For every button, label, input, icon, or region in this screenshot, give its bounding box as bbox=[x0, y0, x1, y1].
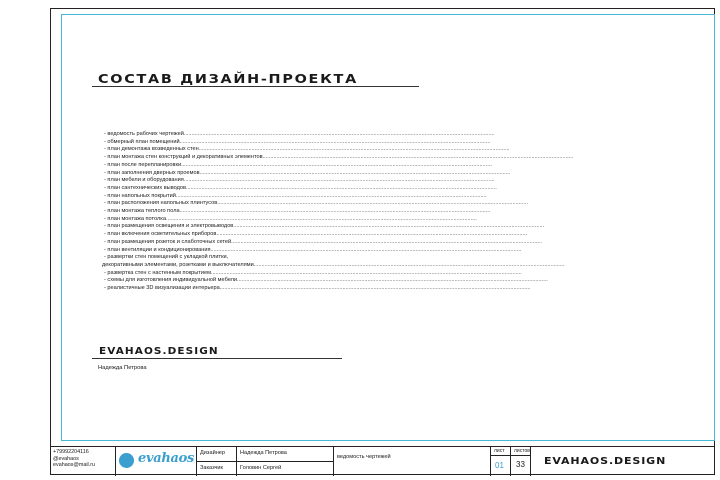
contents-item bbox=[104, 131, 495, 139]
contents-item-text: - план размещения розеток и слаботочных сетей bbox=[104, 238, 232, 245]
contents-item-text: - план сантехнических выводов bbox=[104, 184, 186, 191]
contents-item-text: декоративными элементами, розетками и выключателями bbox=[102, 261, 254, 268]
contents-item bbox=[104, 215, 477, 224]
divider bbox=[510, 447, 511, 476]
contents-item-text: - развертка стен с настенным покрытием bbox=[104, 269, 211, 276]
leader-dots: ........................................................................................................................................................................................................ bbox=[231, 238, 542, 245]
contents-item bbox=[104, 238, 542, 247]
leader-dots: ........................................................................................................................................................................................................ bbox=[179, 208, 491, 215]
divider bbox=[530, 447, 531, 476]
designer-name-cell: Надежда Петрова bbox=[240, 450, 287, 456]
contents-item bbox=[104, 277, 548, 285]
page-title: СОСТАВ ДИЗАЙН-ПРОЕКТА bbox=[98, 71, 358, 86]
title-block bbox=[50, 446, 715, 476]
leader-dots: ........................................................................................................................................................................................................ bbox=[216, 231, 528, 238]
sheets-label: листов bbox=[514, 448, 530, 454]
contents-item-text: - план напольных покрытий bbox=[104, 192, 176, 199]
contents-item-text: - план демонтажа возведенных стен bbox=[104, 146, 199, 153]
phone-text: +79992204116 bbox=[53, 449, 89, 455]
contents-item bbox=[104, 223, 545, 231]
contents-item-text: - план вентиляции и кондиционирования bbox=[104, 246, 211, 253]
contents-item bbox=[104, 200, 529, 208]
brand-underline bbox=[92, 358, 342, 359]
leader-dots: ........................................................................................................................................................................................................ bbox=[179, 138, 491, 145]
contents-item-text: - развертки стен помещений с укладкой плитки, bbox=[104, 254, 229, 261]
contents-item-text: - план монтажа потолка bbox=[104, 215, 166, 222]
sheet-label: лист bbox=[494, 448, 505, 454]
contents-item bbox=[104, 254, 359, 262]
contents-item bbox=[104, 208, 491, 216]
leader-dots: ........................................................................................................................................................................................................ bbox=[210, 246, 522, 253]
leader-dots: ........................................................................................................................................................................................................ bbox=[262, 154, 574, 161]
client-name-cell: Головин Сергей bbox=[240, 465, 282, 471]
leader-dots: ........................................................................................................................................................................................................ bbox=[253, 261, 565, 268]
instagram-text: @evahaos bbox=[53, 455, 79, 462]
contents-item bbox=[104, 285, 531, 293]
contents-item bbox=[104, 146, 510, 154]
leader-dots: ........................................................................................................................................................................................................ bbox=[217, 200, 529, 207]
contents-item-text: - план монтажа стен конструкций и декоративных элементов bbox=[104, 154, 263, 161]
contents-item bbox=[104, 169, 511, 178]
logo-text: evahaos bbox=[138, 451, 195, 466]
contents-item-text: - ведомость рабочих чертежей bbox=[104, 131, 184, 137]
contents-item bbox=[102, 261, 565, 270]
leader-dots: ........................................................................................................................................................................................................ bbox=[185, 184, 497, 191]
contacts bbox=[53, 449, 95, 469]
contents-item-text: - схемы для изготовления индивидуальной мебели bbox=[104, 277, 238, 284]
divider bbox=[115, 447, 116, 476]
leader-dots: ........................................................................................................................................................................................................ bbox=[183, 131, 495, 137]
contents-item bbox=[104, 154, 574, 162]
divider bbox=[196, 461, 333, 462]
contents-item-text: - обмерный план помещений bbox=[104, 138, 180, 145]
sheet-total: 33 bbox=[516, 460, 525, 469]
contents-list bbox=[102, 131, 574, 293]
contents-item-text: - план расположения напольных плинтусов bbox=[104, 200, 218, 207]
title-underline bbox=[92, 86, 419, 87]
contents-item bbox=[104, 192, 487, 201]
leader-dots: ........................................................................................................................................................................................................ bbox=[183, 177, 495, 184]
contents-item bbox=[104, 177, 495, 185]
leader-dots: ........................................................................................................................................................................................................ bbox=[175, 192, 487, 199]
logo-icon bbox=[119, 453, 134, 468]
leader-dots: ........................................................................................................................................................................................................ bbox=[165, 215, 477, 222]
divider bbox=[490, 447, 491, 476]
contents-item-text: - план заполнения дверных проемов bbox=[104, 169, 200, 176]
email-text: evahaos@mail.ru bbox=[53, 462, 96, 469]
contents-item-text: - реалистичные 3D визуализации интерьера bbox=[104, 285, 220, 292]
leader-dots: ........................................................................................................................................................................................................ bbox=[210, 269, 522, 276]
contents-item-text: - план включения осветительных приборов bbox=[104, 231, 217, 238]
sheet-number: 01 bbox=[495, 461, 504, 470]
contents-item bbox=[104, 184, 497, 193]
contents-item-text: - план после перепланировки bbox=[104, 161, 182, 168]
leader-dots: ........................................................................................................................................................................................................ bbox=[237, 277, 548, 284]
contents-item bbox=[104, 138, 491, 147]
designer-role-label: Дизайнер bbox=[200, 450, 226, 456]
divider bbox=[333, 447, 334, 476]
leader-dots: ........................................................................................................................................................................................................ bbox=[233, 223, 545, 230]
leader-dots: ........................................................................................................................................................................................................ bbox=[219, 285, 531, 292]
contents-item bbox=[104, 161, 492, 170]
contents-item-text: - план монтажа теплого пола bbox=[104, 208, 180, 215]
brand-title: EVAHAOS.DESIGN bbox=[99, 346, 219, 357]
contents-item bbox=[104, 231, 528, 239]
sheet-title: ведомость чертежей bbox=[337, 454, 391, 460]
divider bbox=[236, 447, 237, 476]
contents-item-text: - план мебели и оборудования bbox=[104, 177, 184, 184]
stamp-brand: EVAHAOS.DESIGN bbox=[544, 456, 667, 467]
leader-dots: ........................................................................................................................................................................................................ bbox=[199, 169, 511, 176]
designer-name: Надежда Петрова bbox=[98, 365, 147, 371]
leader-dots: ........................................................................................................................................................................................................ bbox=[181, 161, 492, 168]
leader-dots: ........................................................................................................................................................................................................ bbox=[198, 146, 510, 153]
client-role-label: Заказчик bbox=[200, 465, 223, 471]
contents-item-text: - план размещения освещения и электровыводов bbox=[104, 223, 234, 230]
